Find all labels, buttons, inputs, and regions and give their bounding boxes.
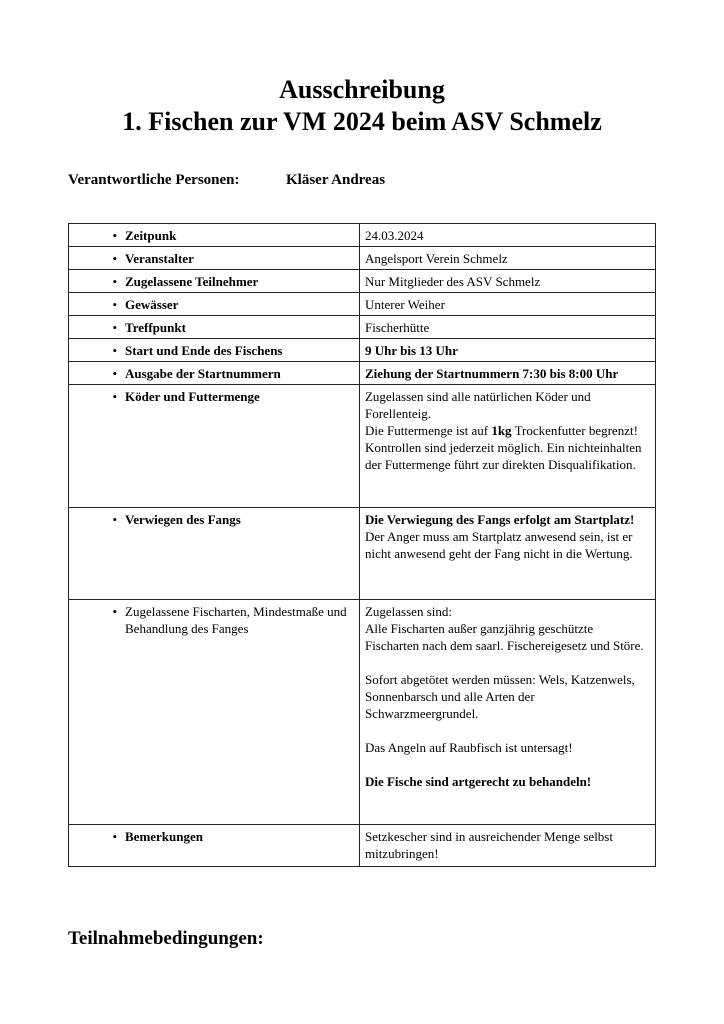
row-value (359, 385, 655, 508)
weighing-text-bold: Die Verwiegung des Fangs erfolgt am Startplatz! (364, 512, 635, 527)
row-value: Unterer Weiher (359, 293, 655, 316)
row-key-text: Köder und Futtermenge (125, 389, 260, 404)
row-value: Fischerhütte (359, 316, 655, 339)
row-key (69, 224, 360, 247)
row-key-text: Start und Ende des Fischens (125, 343, 283, 358)
table-row (69, 224, 656, 247)
bullet-icon: • (112, 343, 117, 358)
row-key (69, 270, 360, 293)
table-row (69, 508, 656, 600)
table-row (69, 293, 656, 316)
responsible-persons (68, 172, 385, 189)
species-text-1b: Alle Fischarten außer ganzjährig geschützte Fischarten nach dem saarl. Fischereigesetz und Störe. (364, 621, 644, 653)
feed-limit: 1kg (491, 423, 512, 438)
row-value (359, 508, 655, 600)
bullet-icon: • (112, 228, 117, 243)
bullet-icon: • (112, 251, 117, 266)
weighing-text: Der Anger muss am Startplatz anwesend sein, ist er nicht anwesend geht der Fang nicht in die Wertung. (364, 529, 633, 561)
table-row (69, 270, 656, 293)
row-key (69, 316, 360, 339)
title-line-1: Ausschreibung (279, 75, 445, 104)
row-key (69, 385, 360, 508)
row-key (69, 362, 360, 385)
table-row (69, 362, 656, 385)
row-key-text: Zeitpunk (125, 228, 177, 243)
title-line-2: 1. Fischen zur VM 2024 beim ASV Schmelz (122, 107, 602, 136)
bullet-icon: • (112, 512, 117, 527)
row-key-text: Ausgabe der Startnummern (125, 366, 281, 381)
bait-text-2: Die Futtermenge ist auf 1kg Trockenfutter begrenzt! (364, 423, 638, 438)
species-text-2: Sofort abgetötet werden müssen: Wels, Katzenwels, Sonnenbarsch und alle Arten der Schwarzmeergrundel. (364, 672, 635, 721)
row-key (69, 508, 360, 600)
row-key-text: Bemerkungen (125, 829, 203, 844)
row-value: 9 Uhr bis 13 Uhr (359, 339, 655, 362)
table-row (69, 339, 656, 362)
table-row (69, 385, 656, 508)
table-row (69, 316, 656, 339)
row-value: 24.03.2024 (359, 224, 655, 247)
bullet-icon: • (112, 297, 117, 312)
row-key-text: Gewässer (125, 297, 179, 312)
row-value: Nur Mitglieder des ASV Schmelz (359, 270, 655, 293)
row-key-text: Zugelassene Fischarten, Mindestmaße und Behandlung des Fanges (125, 604, 347, 636)
table-row (69, 600, 656, 825)
row-value (359, 600, 655, 825)
table-row (69, 247, 656, 270)
bait-text-1: Zugelassen sind alle natürlichen Köder und Forellenteig. (364, 389, 591, 421)
bullet-icon: • (112, 829, 117, 844)
section-heading: Teilnahmebedingungen: (68, 928, 264, 949)
responsible-name: Kläser Andreas (286, 172, 386, 188)
row-key-text: Zugelassene Teilnehmer (125, 274, 259, 289)
species-text-4: Die Fische sind artgerecht zu behandeln! (364, 774, 592, 789)
table-row (69, 825, 656, 867)
species-text-1a: Zugelassen sind: (364, 604, 452, 619)
row-key (69, 247, 360, 270)
row-key-text: Treffpunkt (125, 320, 186, 335)
row-key-text: Verwiegen des Fangs (125, 512, 241, 527)
row-key (69, 825, 360, 867)
row-value: Setzkescher sind in ausreichender Menge selbst mitzubringen! (359, 825, 655, 867)
bullet-icon: • (112, 366, 117, 381)
row-key (69, 293, 360, 316)
row-key (69, 339, 360, 362)
bullet-icon: • (112, 274, 117, 289)
bullet-icon: • (112, 389, 117, 404)
info-table (68, 223, 656, 867)
responsible-label: Verantwortliche Personen: (68, 172, 240, 188)
bullet-icon: • (112, 320, 117, 335)
bullet-icon: • (112, 604, 117, 619)
row-key (69, 600, 360, 825)
row-value: Angelsport Verein Schmelz (359, 247, 655, 270)
row-key-text: Veranstalter (125, 251, 194, 266)
bait-text-3: Kontrollen sind jederzeit möglich. Ein nichteinhalten der Futtermenge führt zur direkten Disqualifikation. (364, 440, 642, 472)
row-value: Ziehung der Startnummern 7:30 bis 8:00 Uhr (359, 362, 655, 385)
species-text-3: Das Angeln auf Raubfisch ist untersagt! (364, 740, 573, 755)
